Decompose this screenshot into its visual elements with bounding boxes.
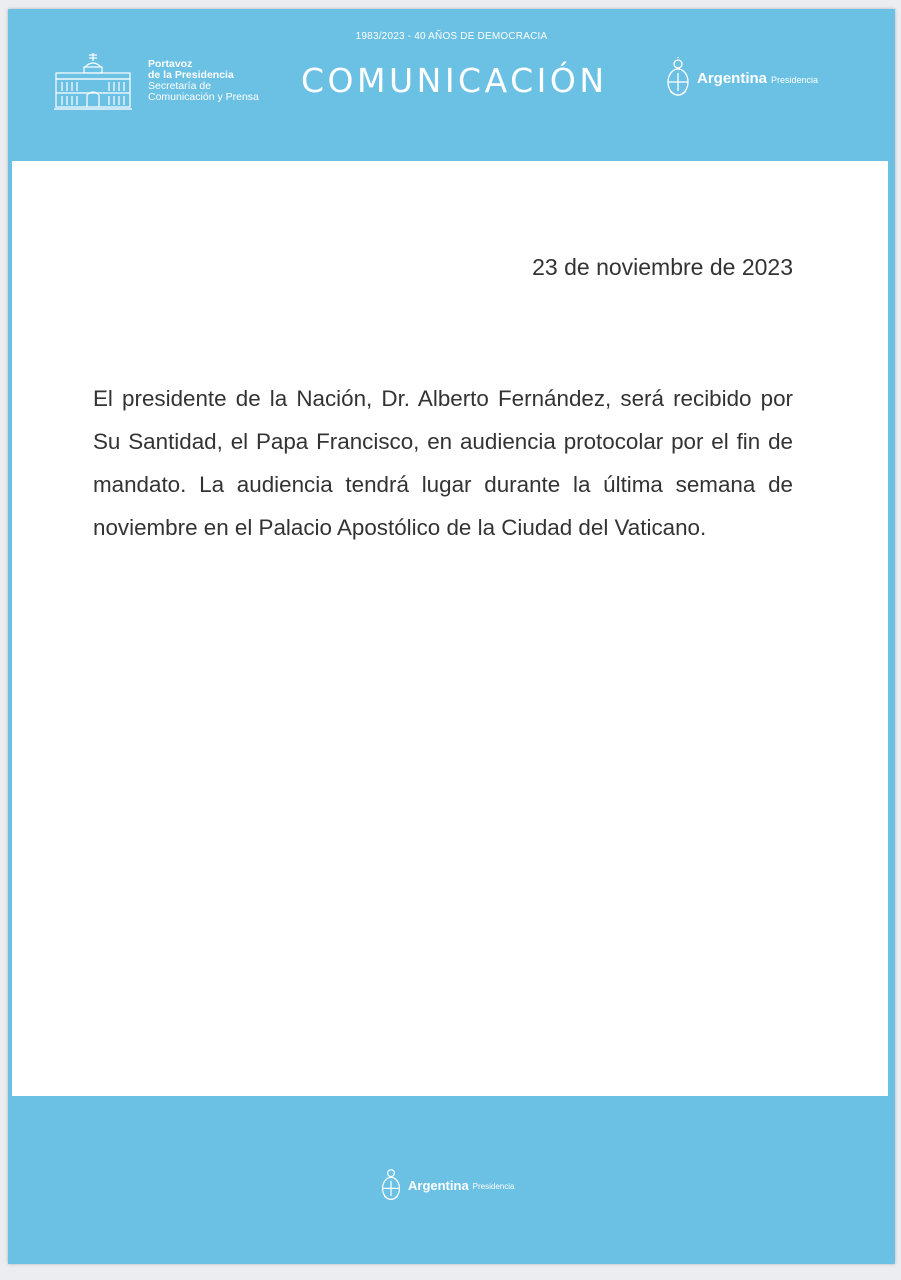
org-line-secretaria: Secretaría de — [148, 80, 212, 92]
org-line-portavoz: Portavoz — [148, 58, 193, 70]
democracy-tagline: 1983/2023 - 40 AÑOS DE DEMOCRACIA — [355, 31, 548, 42]
document-body — [12, 161, 888, 1096]
footer-argentina-presidencia-logo — [380, 1167, 514, 1203]
footer-brand-sub: Presidencia — [472, 1182, 515, 1191]
org-line-presidencia: de la Presidencia — [148, 69, 234, 81]
org-line-comunicacion: Comunicación y Prensa — [148, 91, 259, 103]
page-title: COMUNICACIÓN — [301, 61, 608, 100]
brand-sub: Presidencia — [771, 74, 819, 85]
header — [8, 9, 895, 161]
press-release-sheet — [8, 9, 895, 1264]
footer-brand-country: Argentina — [408, 1177, 469, 1193]
casa-rosada-building-icon — [54, 51, 132, 111]
org-name — [148, 59, 259, 103]
argentina-coat-of-arms-icon — [380, 1167, 402, 1203]
brand-country: Argentina — [697, 69, 768, 87]
argentina-coat-of-arms-icon — [665, 57, 691, 99]
document-paragraph: El presidente de la Nación, Dr. Alberto Fernández, será recibido por Su Santidad, el Papa Francisco, en audiencia protocolar por el fin de mandato. La audiencia tendrá lugar durante la última semana de noviembre en el Palacio Apostólico de la Ciudad del Vaticano. — [93, 386, 793, 540]
document-date: 23 de noviembre de 2023 — [532, 254, 793, 280]
argentina-presidencia-logo — [665, 57, 818, 99]
